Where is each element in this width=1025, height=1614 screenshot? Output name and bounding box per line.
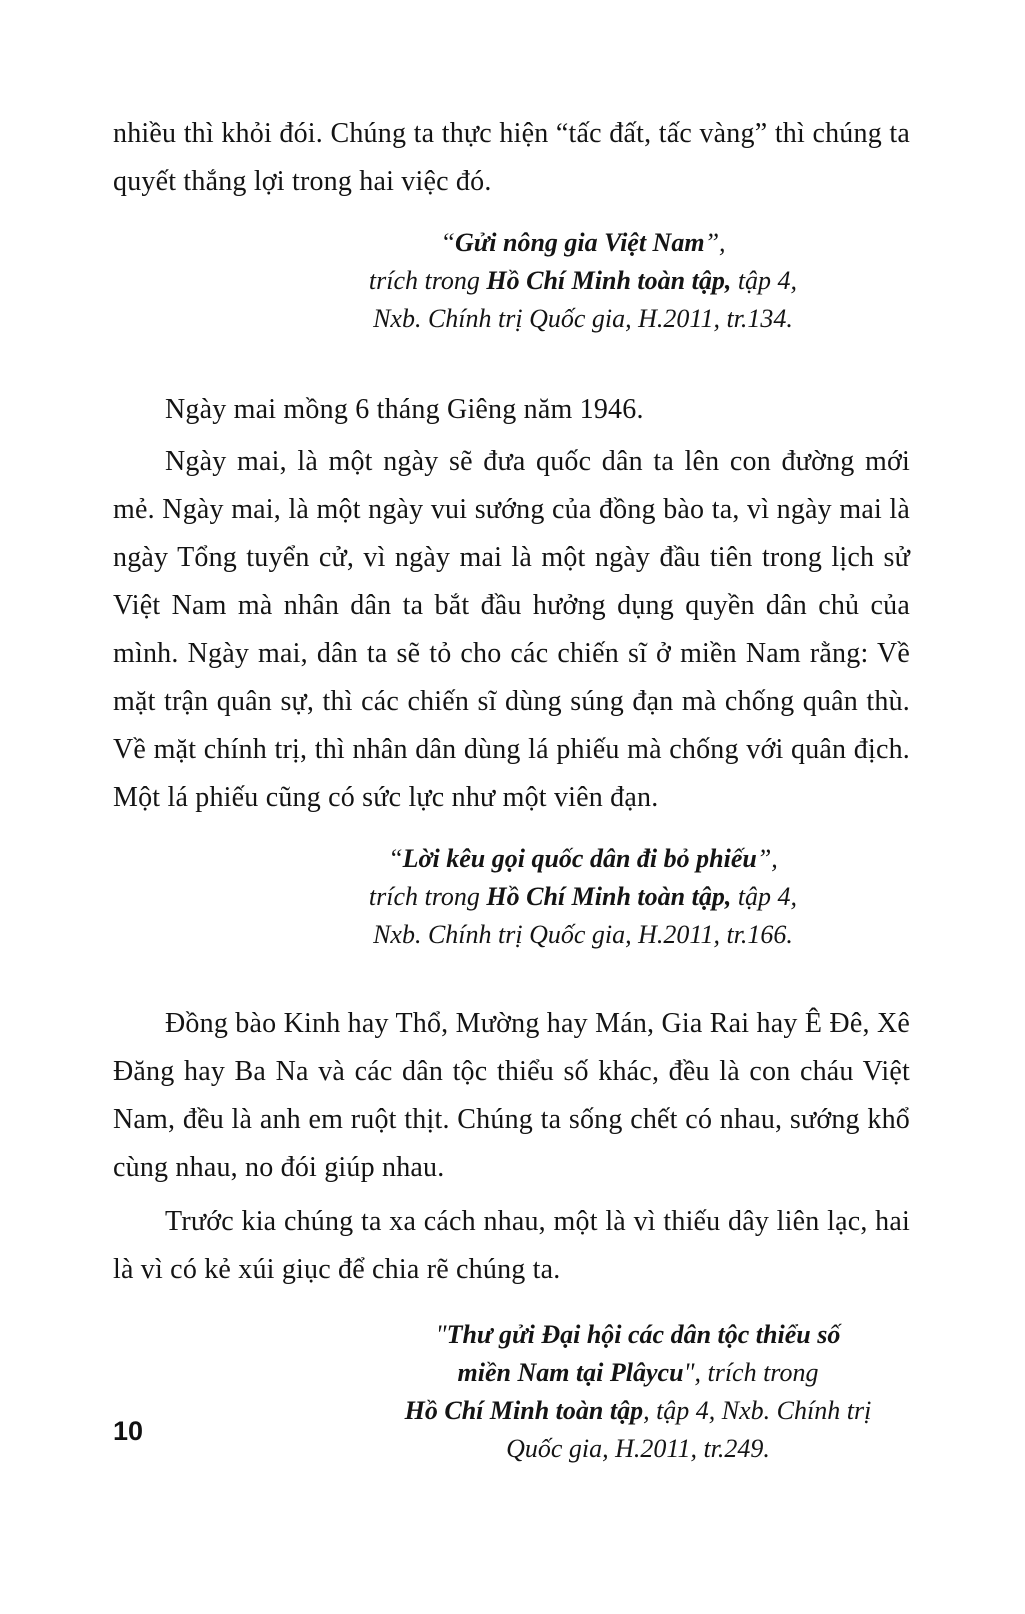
- citation-work-title: Thư gửi Đại hội các dân tộc thiểu số: [446, 1320, 841, 1349]
- citation-volume: , tập 4, Nxb. Chính trị: [643, 1396, 872, 1425]
- page-number: 10: [113, 1416, 144, 1446]
- citation-block-1: [263, 224, 903, 338]
- citation-quote-open: ": [435, 1320, 447, 1349]
- citation-book-title: Hồ Chí Minh toàn tập,: [486, 882, 732, 911]
- citation-source-prefix: ", trích trong: [683, 1358, 819, 1387]
- citation-line: [263, 878, 903, 916]
- citation-quote-close: ”,: [756, 844, 778, 873]
- citation-publisher: Quốc gia, H.2011, tr.249.: [506, 1434, 770, 1463]
- citation-book-title: Hồ Chí Minh toàn tập,: [486, 266, 732, 295]
- citation-publisher: Nxb. Chính trị Quốc gia, H.2011, tr.134.: [373, 304, 793, 333]
- citation-block-2: [263, 840, 903, 954]
- page-content: [113, 110, 910, 1468]
- citation-publisher-line: [318, 1430, 958, 1468]
- citation-line: [263, 224, 903, 262]
- citation-publisher-line: [263, 300, 903, 338]
- citation-quote-close: ”,: [704, 228, 726, 257]
- citation-work-title-cont: miền Nam tại Plâycu: [457, 1358, 684, 1387]
- citation-publisher: Nxb. Chính trị Quốc gia, H.2011, tr.166.: [373, 920, 793, 949]
- citation-book-title: Hồ Chí Minh toàn tập: [404, 1396, 644, 1425]
- citation-line: [318, 1316, 958, 1354]
- citation-block-3: [318, 1316, 958, 1468]
- paragraph-continued: nhiều thì khỏi đói. Chúng ta thực hiện “tấc đất, tấc vàng” thì chúng ta quyết thắng lợi trong hai việc đó.: [113, 118, 910, 197]
- paragraph-election: Ngày mai, là một ngày sẽ đưa quốc dân ta lên con đường mới mẻ. Ngày mai, là một ngày vui sướng của đồng bào ta, vì ngày mai là ngày Tổng tuyển cử, vì ngày mai là một ngày đầu tiên trong lịch sử Việt Nam mà nhân dân ta bắt đầu hưởng dụng quyền dân chủ của mình. Ngày mai, dân ta sẽ tỏ cho các chiến sĩ ở miền Nam rằng: Về mặt trận quân sự, thì các chiến sĩ dùng súng đạn mà chống quân thù. Về mặt chính trị, thì nhân dân dùng lá phiếu mà chống với quân địch. Một lá phiếu cũng có sức lực như một viên đạn.: [113, 446, 910, 813]
- citation-volume: tập 4,: [731, 882, 798, 911]
- citation-source-prefix: trích trong: [368, 882, 487, 911]
- citation-line: [318, 1354, 958, 1392]
- paragraph-date: Ngày mai mồng 6 tháng Giêng năm 1946.: [165, 394, 644, 425]
- citation-work-title: Lời kêu gọi quốc dân đi bỏ phiếu: [402, 844, 757, 873]
- paragraph-ethnic-groups: Đồng bào Kinh hay Thổ, Mường hay Mán, Gia Rai hay Ê Đê, Xê Đăng hay Ba Na và các dân tộc thiểu số khác, đều là con cháu Việt Nam, đều là anh em ruột thịt. Chúng ta sống chết có nhau, sướng khổ cùng nhau, no đói giúp nhau.: [113, 1008, 910, 1183]
- paragraph-division: Trước kia chúng ta xa cách nhau, một là vì thiếu dây liên lạc, hai là vì có kẻ xúi giục để chia rẽ chúng ta.: [113, 1206, 910, 1285]
- citation-publisher-line: [263, 916, 903, 954]
- citation-line: [263, 840, 903, 878]
- citation-volume: tập 4,: [731, 266, 798, 295]
- citation-line: [318, 1392, 958, 1430]
- citation-line: [263, 262, 903, 300]
- citation-work-title: Gửi nông gia Việt Nam: [454, 228, 705, 257]
- citation-source-prefix: trích trong: [368, 266, 487, 295]
- citation-quote-open: “: [440, 228, 455, 257]
- citation-quote-open: “: [388, 844, 403, 873]
